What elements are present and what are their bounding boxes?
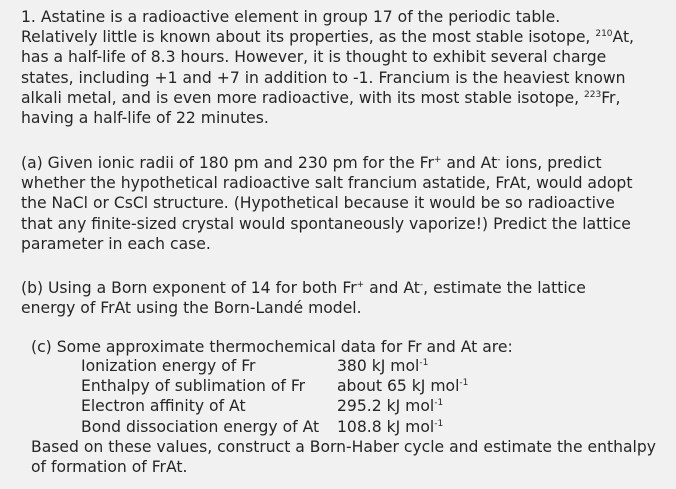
- superscript: +: [356, 280, 365, 290]
- text-line: (b) Using a Born exponent of 14 for both Fr+ and At-, estimate the lattice: [21, 279, 586, 297]
- superscript: +: [433, 155, 442, 165]
- text-line: states, including +1 and +7 in addition to -1. Francium is the heaviest known: [21, 68, 626, 87]
- data-value: 108.8 kJ mol$^{-1}$: [337, 417, 444, 436]
- text-line: energy of FrAt using the Born-Landé model.: [21, 299, 362, 318]
- text-line: parameter in each case.: [21, 234, 211, 253]
- text-line: that any finite-sized crystal would spontaneously vaporize!) Predict the lattice: [21, 214, 631, 233]
- data-value: about 65 kJ mol$^{-1}$: [337, 377, 469, 396]
- data-label: Electron affinity of At: [81, 397, 246, 416]
- data-value: 295.2 kJ mol$^{-1}$: [337, 397, 444, 416]
- text-line: alkali metal, and is even more radioactive, with its most stable isotope, $^{223}$Fr,: [21, 88, 621, 107]
- data-label: Ionization energy of Fr: [81, 357, 256, 375]
- text-line: of formation of FrAt.: [31, 458, 188, 477]
- text-line: having a half-life of 22 minutes.: [21, 109, 269, 128]
- superscript: 223: [584, 89, 602, 100]
- text-line: whether the hypothetical radioactive salt francium astatide, FrAt, would adopt: [21, 174, 633, 193]
- part-c-instructions: [31, 437, 656, 477]
- data-value: 380 kJ mol$^{-1}$: [337, 357, 429, 375]
- data-label: Enthalpy of sublimation of Fr: [81, 377, 306, 396]
- data-label: Bond dissociation energy of At: [81, 417, 320, 436]
- text-line: Relatively little is known about its properties, as the most stable isotope, $^{210}$At,: [21, 28, 635, 47]
- text-line: Based on these values, construct a Born-Haber cycle and estimate the enthalpy: [31, 438, 656, 456]
- part-c-intro: (c) Some approximate thermochemical data for Fr and At are:: [31, 338, 513, 356]
- text-line: (a) Given ionic radii of 180 pm and 230 pm for the Fr+ and At- ions, predict: [21, 154, 602, 172]
- text-line: 1. Astatine is a radioactive element in group 17 of the periodic table.: [21, 8, 561, 26]
- part-a-paragraph: [21, 153, 632, 254]
- part-b-paragraph: [21, 278, 586, 318]
- superscript: -: [419, 280, 424, 290]
- superscript: -: [497, 155, 501, 165]
- text-line: has a half-life of 8.3 hours. However, it is thought to exhibit several charge: [21, 48, 607, 67]
- superscript: 210: [595, 29, 613, 40]
- text-line: the NaCl or CsCl structure. (Hypothetical because it would be so radioactive: [21, 194, 615, 213]
- question-1-paragraph: [21, 7, 634, 128]
